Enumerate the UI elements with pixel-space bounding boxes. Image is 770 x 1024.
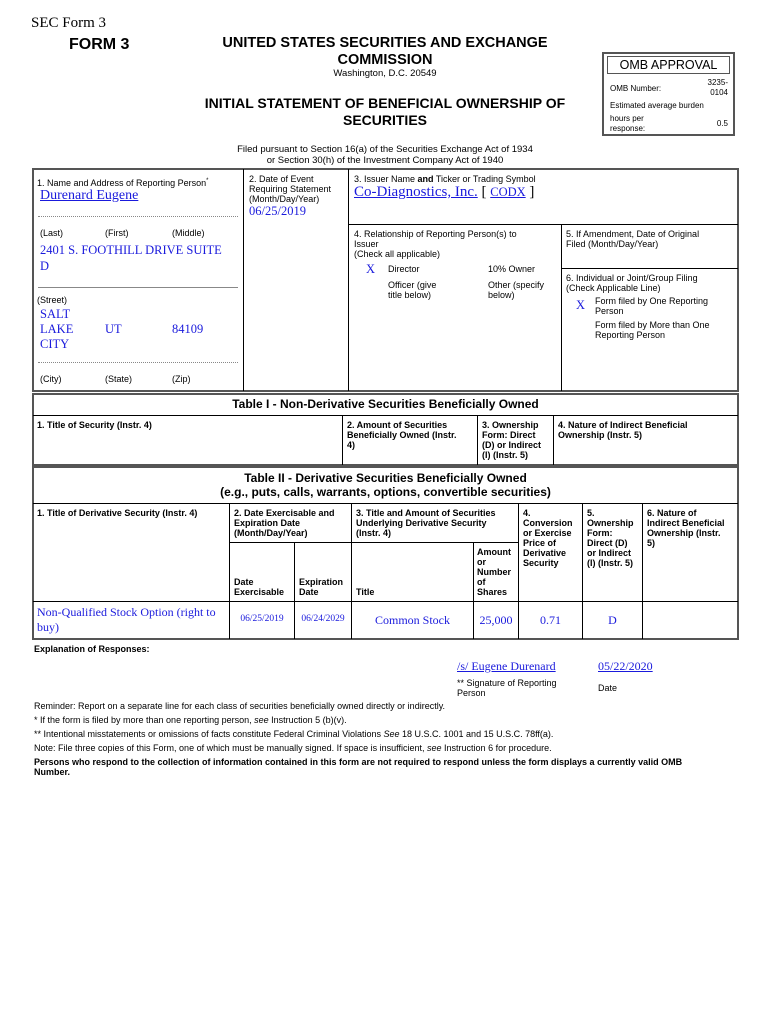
city-label: (City) [40, 374, 62, 384]
note-multiple-persons: * If the form is filed by more than one reporting person, see Instruction 5 (b)(v). [34, 715, 347, 725]
omb-burden-label: Estimated average burden [610, 101, 704, 110]
t1-col-amount: 2. Amount of Securities Beneficially Owned (Instr. 4) [347, 420, 457, 450]
t2-col-amount: Amount or Number of Shares [477, 547, 512, 597]
table-2-title: Table II - Derivative Securities Beneficially Owned (e.g., puts, calls, warrants, options, convertible securities) [220, 471, 551, 499]
t2-col-date-exercisable: Date Exercisable [234, 577, 285, 597]
date-label: Date [598, 683, 618, 693]
reporter-street: 2401 S. FOOTHILL DRIVE SUITE D [40, 243, 222, 273]
omb-title: OMB APPROVAL [607, 56, 730, 74]
omb-number-value: 3235- 0104 [707, 78, 728, 97]
t2-col-ownership: 5. Ownership Form: Direct (D) or Indirect (I) (Instr. 5) [587, 508, 634, 568]
t2-row-expiration: 06/24/2029 [301, 614, 345, 624]
issuer-label: 3. Issuer Name and Ticker or Trading Symbol [354, 174, 536, 184]
filing-label: 6. Individual or Joint/Group Filing (Check Applicable Line) [566, 273, 698, 293]
agency-name: UNITED STATES SECURITIES AND EXCHANGE COMMISSION [222, 35, 548, 68]
signature-date: 05/22/2020 [598, 659, 653, 673]
note-three-copies: Note: File three copies of this Form, one of which must be manually signed. If space is insufficient, see Instruction 6 for procedure. [34, 743, 552, 753]
t1-col-title: 1. Title of Security (Instr. 4) [37, 420, 152, 430]
omb-notice: Persons who respond to the collection of information contained in this form are not required to respond unless the form displays a currently valid OMB Number. [34, 757, 683, 777]
middle-label: (Middle) [172, 228, 205, 238]
t2-row-ownership: D [608, 613, 617, 627]
filed-pursuant: Filed pursuant to Section 16(a) of the Securities Exchange Act of 1934 or Section 30(h) of the Investment Company Act of 1940 [237, 144, 533, 166]
state-label: (State) [105, 374, 133, 384]
signature-label: ** Signature of Reporting Person [457, 678, 557, 698]
t2-row-date-exercisable: 06/25/2019 [240, 614, 284, 624]
officer-label: Officer (give title below) [388, 280, 437, 300]
issuer-ticker[interactable]: CODX [490, 185, 526, 199]
sec-form-label: SEC Form 3 [31, 15, 107, 31]
relationship-label: 4. Relationship of Reporting Person(s) to Issuer (Check all applicable) [354, 229, 517, 259]
one-reporting-label: Form filed by One Reporting Person [595, 296, 709, 316]
t2-row-amount: 25,000 [479, 613, 513, 627]
other-label: Other (specify below) [488, 280, 545, 300]
omb-approval-box [602, 52, 735, 136]
reporter-label: 1. Name and Address of Reporting Person* [37, 178, 209, 188]
director-label: Director [388, 264, 420, 274]
event-date: 06/25/2019 [249, 204, 306, 218]
one-reporting-check: X [576, 298, 586, 312]
zip-label: (Zip) [172, 374, 191, 384]
last-label: (Last) [40, 228, 64, 238]
t2-col-underlying: 3. Title and Amount of Securities Underlying Derivative Security (Instr. 4) [356, 508, 496, 538]
t2-col-expiration: Expiration Date [299, 577, 344, 597]
event-label: 2. Date of Event Requiring Statement (Month/Day/Year) [249, 174, 332, 204]
more-reporting-label: Form filed by More than One Reporting Person [595, 320, 710, 340]
t1-col-nature: 4. Nature of Indirect Beneficial Ownership (Instr. 5) [558, 420, 688, 440]
reporter-zip: 84109 [172, 322, 204, 336]
t2-col-title: 1. Title of Derivative Security (Instr. 4) [37, 508, 198, 518]
t2-col-nature: 6. Nature of Indirect Beneficial Ownership (Instr. 5) [647, 508, 725, 548]
t2-row-price: 0.71 [540, 613, 561, 627]
t2-col-dates: 2. Date Exercisable and Expiration Date (Month/Day/Year) [234, 508, 335, 538]
amendment-label: 5. If Amendment, Date of Original Filed (Month/Day/Year) [566, 229, 700, 249]
omb-hours-value: 0.5 [716, 119, 728, 128]
t2-row-title: Common Stock [374, 613, 450, 627]
omb-hours-label: hours per response: [610, 114, 646, 133]
reporter-state: UT [105, 322, 122, 336]
note-criminal-violations: ** Intentional misstatements or omissions of facts constitute Federal Criminal Violations See 18 U.S.C. 1001 and 15 U.S.C. 78ff(a). [34, 729, 554, 739]
t2-row-security: Non-Qualified Stock Option (right to buy) [37, 605, 216, 634]
explanation-label: Explanation of Responses: [34, 644, 150, 654]
table-1-title: Table I - Non-Derivative Securities Beneficially Owned [232, 397, 539, 411]
t2-col-conversion: 4. Conversion or Exercise Price of Derivative Security [523, 508, 573, 568]
reporter-city: SALT LAKE CITY [40, 307, 74, 351]
issuer-name-line: Co-Diagnostics, Inc. [ CODX ] [354, 184, 535, 200]
issuer-name[interactable]: Co-Diagnostics, Inc. [354, 184, 478, 200]
form-number: FORM 3 [69, 36, 130, 53]
director-check: X [366, 262, 376, 276]
agency-location: Washington, D.C. 20549 [333, 68, 437, 79]
omb-number-label: OMB Number: [610, 84, 662, 93]
t2-col-underlying-title: Title [356, 587, 375, 597]
t1-col-ownership: 3. Ownership Form: Direct (D) or Indirect (I) (Instr. 5) [482, 420, 542, 460]
first-label: (First) [105, 228, 129, 238]
street-label: (Street) [37, 295, 68, 305]
signature: /s/ Eugene Durenard [457, 659, 556, 673]
page-title: INITIAL STATEMENT OF BENEFICIAL OWNERSHIP OF SECURITIES [204, 95, 566, 128]
reminder: Reminder: Report on a separate line for each class of securities beneficially owned directly or indirectly. [34, 701, 446, 711]
ten-percent-label: 10% Owner [488, 264, 536, 274]
reporter-name[interactable]: Durenard Eugene [40, 188, 139, 203]
